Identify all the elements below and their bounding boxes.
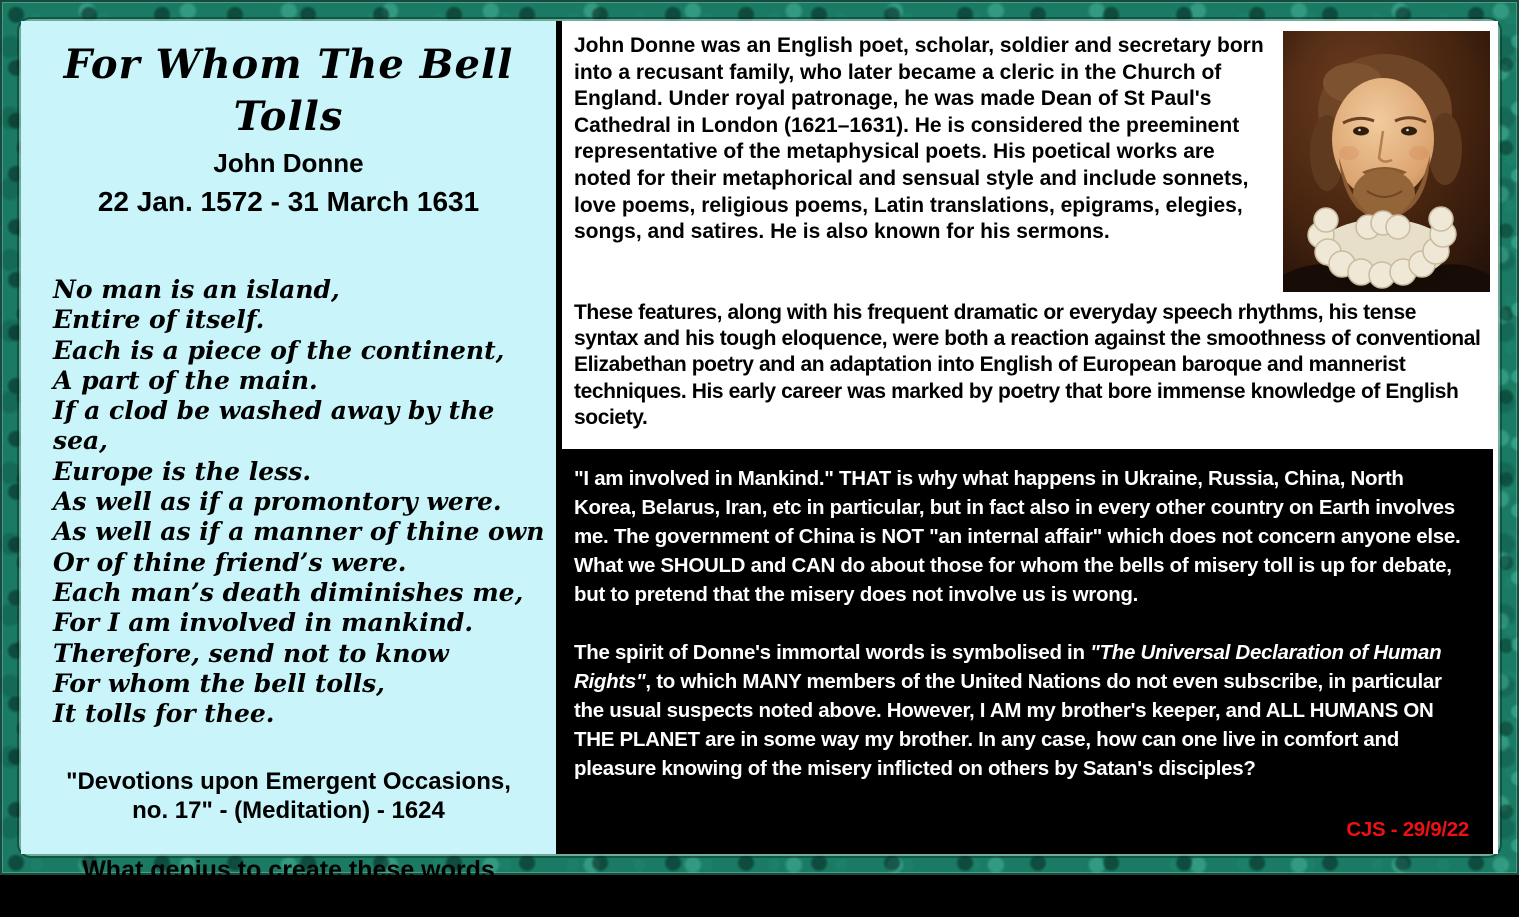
poem-line: Each man’s death diminishes me, [53, 577, 524, 607]
comment-line: of such sublime impact on the soul. [75, 887, 502, 916]
poem-line: If a clod be washed away by the sea, [53, 396, 495, 456]
poem-line: It tolls for thee. [53, 699, 275, 729]
john-donne-portrait [1283, 31, 1490, 292]
poem-line: Each is a piece of the continent, [53, 335, 505, 365]
citation-line: "Devotions upon Emergent Occasions, [66, 768, 511, 796]
poem-line: Entire of itself. [53, 305, 265, 335]
poem-line: No man is an island, [53, 275, 340, 304]
poem-line: For I am involved in mankind. [53, 608, 474, 638]
editor-comment [31, 855, 546, 917]
commentary-p2-rest: , to which MANY members of the United Nations do not even subscribe, in particular the usual suspects noted above. However, I AM my brother's keeper, and ALL HUMANS ON THE PLANET are in some way my brother. In any case, how can one live in comfort and pleasure knowing of the misery inflicted on others by Satan's disciples? [574, 670, 1442, 780]
poem-author: John Donne [213, 148, 364, 178]
poem-line: Europe is the less. [53, 456, 312, 486]
author-signature-date: CJS - 29/9/22 [1346, 818, 1469, 841]
portrait-painting [1283, 31, 1490, 292]
author-dates: 22 Jan. 1572 - 31 March 1631 [97, 186, 480, 217]
comment-line: What genius to create these words [82, 856, 495, 885]
biography-paragraph-2: These features, along with his frequent dramatic or everyday speech rhythms, his tense syntax and his tough eloquence, were both a reaction against the smoothness of conventional Elizabethan poetry and an adaptation into English of European baroque and mannerist techniques. His early career was marked by poetry that bore immense knowledge of English society. [574, 301, 1481, 429]
poem-line: A part of the main. [53, 365, 318, 395]
poem-line: As well as if a manner of thine own [53, 517, 545, 547]
citation-line: no. 17" - (Meditation) - 1624 [132, 797, 445, 825]
poem-line: For whom the bell tolls, [53, 668, 385, 698]
poem-line: Or of thine friend’s were. [53, 547, 407, 577]
commentary-p2-lead: The spirit of Donne's immortal words is symbolised in [574, 641, 1091, 664]
biography-section [562, 21, 1498, 449]
poem-title: For Whom The Bell Tolls [63, 41, 514, 140]
right-panel [556, 21, 1498, 854]
poem-line: Therefore, send not to know [53, 638, 449, 668]
poem-line: As well as if a promontory were. [53, 487, 502, 517]
biography-paragraph-1: John Donne was an English poet, scholar, soldier and secretary born into a recusant family, who later became a cleric in the Church of England. Under royal patronage, he was made Dean of St Paul's Cathedral in London (1621–1631). He is considered the preeminent representative of the metaphysical poets. His poetical works are noted for their metaphorical and sensual style and include sonnets, love poems, religious poems, Latin translations, epigrams, elegies, songs, and satires. He is also known for his sermons. [574, 34, 1264, 244]
poem-text [53, 275, 546, 729]
commentary-section [562, 449, 1493, 854]
udhr-title-italic: "The Universal Declaration of Human Rights" [574, 641, 1442, 693]
poem-source-citation [31, 767, 546, 825]
commentary-paragraph-1: "I am involved in Mankind." THAT is why what happens in Ukraine, Russia, China, North Korea, Belarus, Iran, etc in particular, but in fact also in every other country on Earth involves me. The government of China is NOT "an internal affair" which does not concern anyone else. What we SHOULD and CAN do about those for whom the bells of misery toll is up for debate, but to pretend that the misery does not involve us is wrong. [574, 467, 1461, 606]
poster-body [21, 21, 1498, 916]
poem-panel [21, 21, 556, 916]
commentary-paragraph-2 [574, 638, 1467, 783]
